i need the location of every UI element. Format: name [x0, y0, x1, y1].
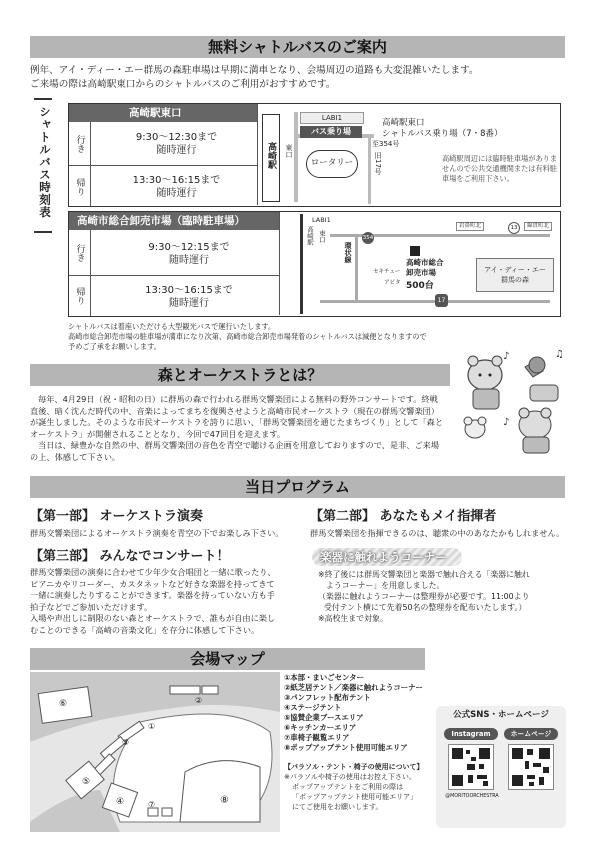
rule-title: 【パラソル・テント・椅子の使用について】 — [284, 763, 424, 771]
market-map — [280, 212, 560, 315]
map-area-4: ④ — [116, 797, 125, 807]
svg-text:♫: ♫ — [555, 349, 564, 360]
timetable-takasaki-east — [68, 103, 561, 207]
map-area-6: ⑥ — [59, 699, 68, 709]
map-area-1: ① — [148, 722, 156, 731]
program-part2-title: 【第二部】 あなたもメイ指揮者 — [310, 509, 497, 524]
shuttle-section-header — [30, 36, 565, 58]
area-item-4: ④ステージテント — [284, 703, 342, 712]
map-area-2: ② — [195, 696, 203, 705]
about-section-header — [30, 364, 450, 386]
about-line-1: 毎年、4月29日（祝・昭和の日）に群馬の森で行われる群馬交響楽団による無料の野外コンサートです。終戦 — [38, 394, 438, 404]
sns-box — [436, 706, 566, 828]
area-item-1: ①本部・まいごセンター — [284, 673, 364, 682]
east-exit-label: 東口 — [285, 144, 293, 158]
instagram-qr-icon[interactable] — [448, 744, 494, 790]
part3-line-3: 一緒に演奏したりすることができます。楽器を持っていない方も手 — [30, 590, 275, 600]
map-area-5: ⑤ — [82, 777, 91, 787]
program-part2-text: 群馬交響楽団を指揮できるのは、聴衆の中のあなたかもしれません。 — [310, 528, 565, 538]
venue-section-header — [30, 648, 425, 670]
sns-title: 公式SNS・ホームページ — [453, 710, 549, 720]
about-text — [30, 394, 455, 463]
instagram-label[interactable]: Instagram — [444, 728, 498, 740]
gunma-forest-park — [476, 258, 554, 292]
map-area-3: ③ — [122, 738, 130, 747]
about-line-4: オーケストラ」が開催されることとなり、今回で47回目を迎えます。 — [30, 428, 286, 439]
east-exit-label: 東口 — [318, 230, 326, 243]
animal-orchestra-illustration — [455, 345, 570, 455]
market-label-line1: 高崎市総合 — [406, 258, 444, 267]
back-time: 13:30〜16:15まで — [132, 175, 221, 186]
go-time: 9:30〜12:30まで — [135, 132, 218, 143]
area-item-5: ⑤協賛企業ブースエリア — [284, 713, 364, 722]
route-13-badge: 13 — [508, 222, 520, 234]
shuttle-note-1: シャトルバスは着座いただける大型観光バスで運行いたします。 — [68, 322, 276, 331]
station-map — [258, 104, 560, 205]
market-parking-count: 500台 — [406, 281, 434, 291]
row-label-back: 帰り — [69, 276, 91, 316]
program-part1-title: 【第一部】 オーケストラ演奏 — [30, 509, 204, 524]
area-item-8: ⑧ポップアップテント使用可能エリア — [284, 743, 408, 752]
crossing-watanuki: 綿貫町北 — [524, 222, 552, 231]
part3-line-1: 群馬交響楽団の演奏に合わせて少年少女合唱団と一緒に歌ったり、 — [30, 567, 276, 577]
venue-map — [30, 672, 280, 832]
apita-label: アピタ — [384, 280, 401, 286]
shuttle-note-2: 高崎市総合卸売市場の駐車場が満車になり次第、高崎市総合卸売市場発着のシャトルバスは減便となりますので — [68, 332, 427, 341]
rule-line-2: ポップアップテントをご利用の際は — [292, 783, 404, 791]
sekichu-label: セキチュー — [373, 269, 401, 275]
bus-stop-marker: バス乗り場 — [300, 126, 362, 138]
program-section-header — [30, 476, 565, 498]
table-head: 高崎市総合卸売市場（臨時駐車場） — [69, 212, 279, 230]
go-frequency: 随時運行 — [156, 145, 197, 156]
market-label — [406, 258, 444, 277]
instrument-corner-title: 楽器に触れようコーナー — [320, 550, 447, 564]
corner-line-5: ※高校生まで対象。 — [318, 614, 388, 623]
rule-line-4: にてご使用をお願いします。 — [292, 803, 383, 811]
shuttle-note-3: 予めご了承をお願いします。 — [68, 342, 161, 351]
timetable-side-text: シャトルバス時刻表 — [38, 106, 52, 219]
timetable-market — [68, 211, 561, 317]
route-354-badge: 354 — [362, 232, 374, 244]
program-title: 当日プログラム — [245, 478, 350, 496]
back-frequency: 随時運行 — [169, 298, 209, 309]
area-item-2: ②紙芝居テント／楽器に触れようコーナー — [284, 683, 423, 692]
park-label-line1: アイ・ディー・エー — [484, 266, 546, 274]
program-part3-title: 【第三部】 みんなでコンサート！ — [30, 549, 230, 564]
ring-road-label: 環状線 — [344, 242, 352, 263]
part3-line-4: 拍子などでご参加いただけます。 — [30, 601, 153, 612]
bus-stop-name — [382, 118, 503, 140]
venue-title: 会場マップ — [190, 650, 265, 668]
row-label-back: 帰り — [69, 166, 91, 207]
row-label-go: 行き — [69, 122, 91, 165]
timetable-side-label — [34, 98, 52, 233]
instagram-handle: @MORITOORCHESTRA — [445, 794, 499, 799]
corner-line-3: （楽器に触れようコーナーは整理券が必要です。11:00より — [318, 592, 530, 601]
about-line-6: の上、体感して下さい。 — [30, 451, 121, 462]
parasol-rules — [284, 762, 444, 812]
crossing-iwahana: 岩鼻町北 — [456, 222, 484, 231]
instrument-corner-box — [306, 548, 568, 630]
part3-line-6: むことのできる「高崎の音楽文化」を存分に体感して下さい。 — [30, 624, 260, 635]
go-time: 9:30〜12:15まで — [148, 242, 230, 253]
station-label: 高崎駅 — [306, 226, 314, 246]
map-area-7: ⑦ — [148, 800, 156, 809]
svg-text:♪: ♪ — [503, 417, 510, 428]
rule-line-1: ※パラソルや椅子の使用はお控え下さい。 — [284, 773, 416, 781]
back-time: 13:30〜16:15まで — [145, 285, 233, 296]
row-label-go: 行き — [69, 230, 91, 275]
svg-text:♪: ♪ — [503, 351, 510, 362]
route-17-badge: 17 — [435, 294, 448, 307]
rotary: ロータリー — [306, 150, 358, 178]
program-part3-text — [30, 567, 300, 636]
area-item-6: ⑥キッチンカーエリア — [284, 723, 357, 732]
about-title: 森とオーケストラとは？ — [157, 366, 323, 384]
about-line-2: 直後、暗く沈んだ時代の中、音楽によってまちを復興させようと高崎市民オーケストラ（現在の群馬交響楽団） — [30, 405, 440, 416]
homepage-label[interactable]: ホームページ — [504, 728, 558, 740]
park-label-line2: 群馬の森 — [501, 276, 529, 284]
labi-label: LABI1 — [312, 216, 331, 224]
corner-line-2: ようコーナー」を用意しました。 — [326, 581, 445, 590]
parking-note: 高崎駅周辺には臨時駐車場がありませんので公共交通機関または有料駐車場をご利用下さい。 — [442, 154, 558, 183]
about-line-3: が誕生しました。そのような市民オーケストラを誇りに思い、「群馬交響楽団を通じたまちづくり」として「森と — [30, 417, 444, 427]
corner-line-1: ※終了後には群馬交響楽団と楽器で触れ合える「楽器に触れ — [318, 570, 530, 579]
market-label-line2: 卸売市場 — [406, 267, 436, 277]
go-frequency: 随時運行 — [169, 255, 209, 266]
rule-line-3: 「ポップアップテント使用可能エリア」 — [292, 793, 418, 801]
map-area-8: ⑧ — [220, 795, 229, 806]
route-17-label: 旧17号 — [374, 152, 382, 175]
back-frequency: 随時運行 — [156, 188, 197, 199]
station-label: 高崎駅 — [266, 142, 276, 169]
route-354-label: 至354号 — [372, 140, 400, 148]
labi-building: LABI1 — [300, 112, 364, 124]
bus-stop-name-line1: 高崎駅東口 — [382, 118, 425, 128]
program-part1-text: 群馬交響楽団によるオーケストラ演奏を青空の下でお楽しみ下さい。 — [30, 528, 284, 538]
part3-line-2: ピアニカやリコーダー、カスタネットなど好きな楽器を持ってきて — [30, 578, 275, 589]
shuttle-intro-line-1: 例年、アイ・ディー・エー群馬の森駐車場は早期に満車となり、会場周辺の道路も大変混雑いたします。 — [30, 65, 479, 76]
homepage-qr-icon[interactable] — [508, 744, 554, 790]
area-item-3: ③パンフレット配布テント — [284, 693, 371, 702]
venue-area-list — [284, 673, 454, 753]
market-marker — [410, 246, 420, 256]
table-head: 高崎駅東口 — [69, 104, 257, 122]
area-item-7: ⑦車椅子観覧エリア — [284, 733, 350, 742]
instrument-corner-text — [318, 569, 568, 624]
shuttle-intro-line-2: ご来場の際は高崎駅東口からのシャトルバスのご利用がおすすめです。 — [30, 79, 336, 90]
about-line-5: 当日は、緑豊かな自然の中、群馬交響楽団の音色を青空で聴ける企画を用意しておりますので、是非、ご来場 — [38, 440, 440, 450]
shuttle-title: 無料シャトルバスのご案内 — [208, 38, 387, 56]
part3-line-5: 入場や声出しに制限のない森とオーケストラで、誰もが自由に楽し — [30, 613, 276, 623]
bus-stop-name-line2: シャトルバス乗り場（7・8番） — [382, 129, 503, 139]
corner-line-4: 受付テント横にて先着50名の整理券を配布いたします。） — [324, 603, 527, 612]
